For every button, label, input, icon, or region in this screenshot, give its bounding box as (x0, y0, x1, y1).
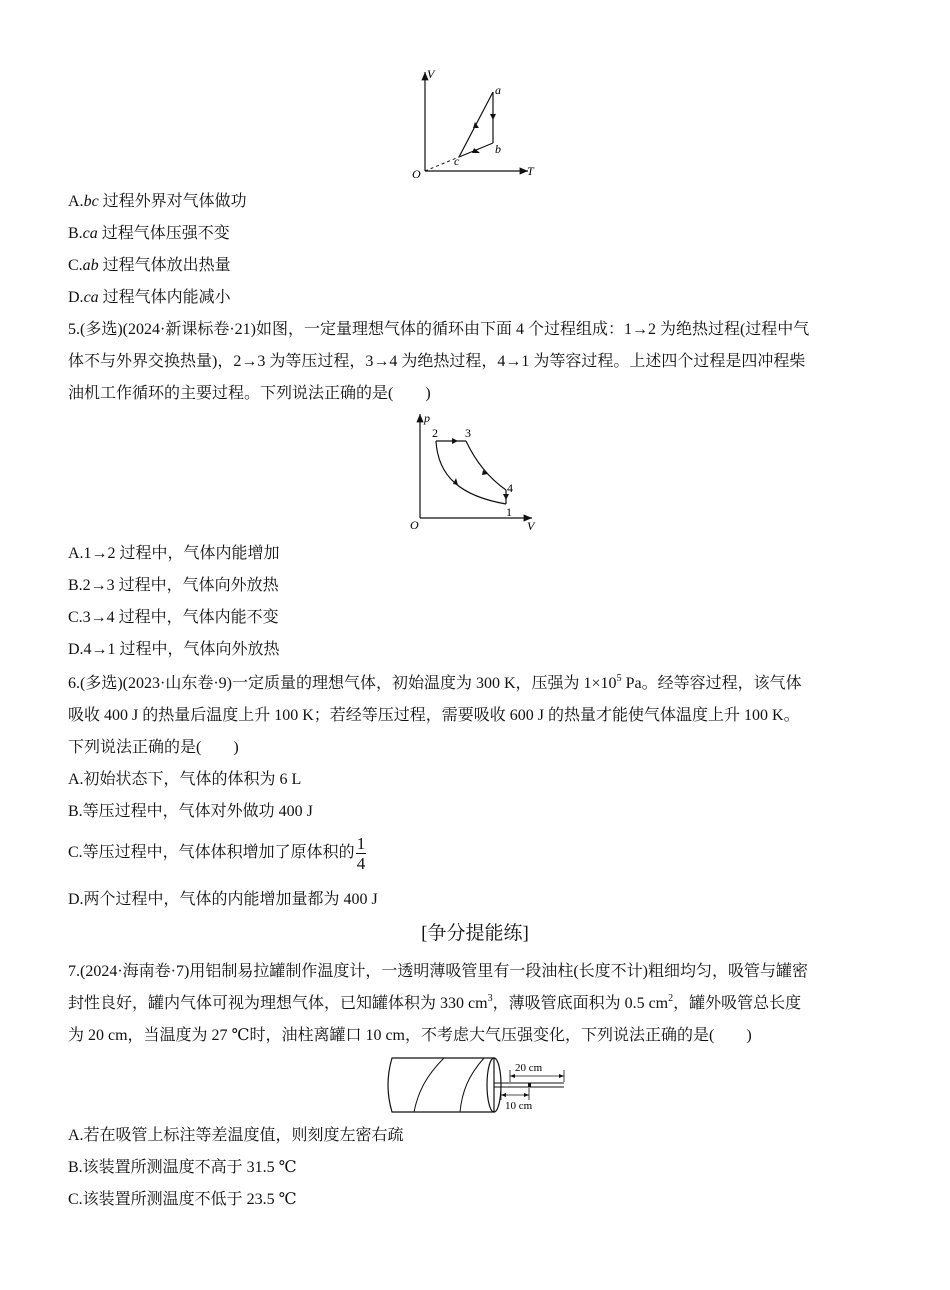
q5-option-c: C.3→4 过程中，气体内能不变 (68, 609, 279, 626)
q4-option-c: C.ab 过程气体放出热量 (68, 257, 231, 274)
can-stripe-1 (414, 1058, 444, 1112)
label-a: a (495, 83, 501, 97)
q4-option-a: A.bc 过程外界对气体做功 (68, 193, 247, 210)
arrow-2-3 (452, 438, 458, 444)
oil-column (528, 1083, 531, 1087)
q4-option-d: D.ca 过程气体内能减小 (68, 289, 231, 306)
label-1: 1 (506, 505, 512, 519)
curve-3-4 (466, 441, 506, 490)
label-10cm: 10 cm (505, 1100, 533, 1112)
q6-stem-line3: 下列说法正确的是( ) (68, 739, 239, 756)
q7-stem-line2: 封性良好，罐内气体可视为理想气体，已知罐体积为 330 $cm^3$，薄吸管底面积为 0.5 $cm^2$，罐外吸管总长度 (68, 992, 802, 1012)
label-c: c (454, 154, 460, 168)
label-o: O (410, 518, 419, 532)
q7-stem-line3: 为 20 cm，当温度为 27 ℃时，油柱离罐口 10 cm，不考虑大气压强变化，下列说法正确的是( ) (68, 1027, 752, 1044)
q6-stem-line2: 吸收 400 J 的热量后温度上升 100 K；若经等压过程，需要吸收 600 J 的热量才能使气体温度上升 100 K。 (68, 707, 800, 724)
label-t: T (527, 164, 534, 178)
arrow-ab (490, 114, 496, 120)
q7-stem-line1: 7.(2024·海南卷·7)用铝制易拉罐制作温度计，一透明薄吸管里有一段油柱(长度不计)粗细均匀，吸管与罐密 (68, 963, 808, 980)
label-v: V (527, 519, 535, 533)
label-3: 3 (465, 426, 471, 440)
dim-20-arrow-right (559, 1074, 564, 1078)
dim-20-arrow-left (510, 1074, 515, 1078)
q5-option-b: B.2→3 过程中，气体向外放热 (68, 577, 279, 594)
vt-diagram (400, 64, 550, 184)
q5-stem-line1: 5.(多选)(2024·新课标卷·21)如图，一定量理想气体的循环由下面 4 个过程组成：1→2 为绝热过程(过程中气 (68, 321, 810, 338)
can-thermometer-figure (380, 1052, 570, 1118)
can-stripe-2 (460, 1058, 484, 1112)
q6-option-d: D.两个过程中，气体的内能增加量都为 400 J (68, 891, 378, 908)
dim-10-arrow-right (524, 1093, 529, 1097)
q5-stem-line2: 体不与外界交换热量)，2→3 为等压过程，3→4 为绝热过程，4→1 为等容过程。上述四个过程是四冲程柴 (68, 353, 806, 370)
q6-stem-line1: 6.(多选)(2023·山东卷·9)一定质量的理想气体，初始温度为 300 K，压强为 $1\times 10^5$ Pa。经等容过程，该气体 (68, 672, 802, 692)
label-20cm: 20 cm (515, 1062, 543, 1074)
arrow-ca (473, 122, 479, 128)
label-o: O (412, 167, 421, 181)
q6-option-a: A.初始状态下，气体的体积为 6 L (68, 771, 302, 788)
pv-diagram (400, 408, 550, 534)
q7-option-c: C.该装置所测温度不低于 23.5 ℃ (68, 1191, 297, 1208)
q5-option-d: D.4→1 过程中，气体向外放热 (68, 641, 280, 658)
label-2: 2 (432, 426, 438, 440)
label-4: 4 (507, 481, 513, 495)
q4-option-b: B.ca 过程气体压强不变 (68, 225, 230, 242)
q7-option-a: A.若在吸管上标注等差温度值，则刻度左密右疏 (68, 1127, 404, 1144)
label-v: V (427, 67, 435, 81)
section-title: [争分提能练] (421, 923, 529, 944)
can-body (388, 1058, 494, 1112)
label-b: b (495, 142, 501, 156)
q7-option-b: B.该装置所测温度不高于 31.5 ℃ (68, 1159, 297, 1176)
q5-option-a: A.1→2 过程中，气体内能增加 (68, 545, 280, 562)
label-p: p (424, 411, 430, 425)
dim-10-arrow-left (501, 1093, 506, 1097)
fraction-one-quarter: $\frac{1}{4}$ (356, 833, 366, 873)
q6-option-c: C.等压过程中，气体体积增加了原体积的 $\frac{1}{4}$ (68, 833, 366, 873)
q5-stem-line3: 油机工作循环的主要过程。下列说法正确的是( ) (68, 385, 431, 402)
q6-option-b: B.等压过程中，气体对外做功 400 J (68, 803, 313, 820)
